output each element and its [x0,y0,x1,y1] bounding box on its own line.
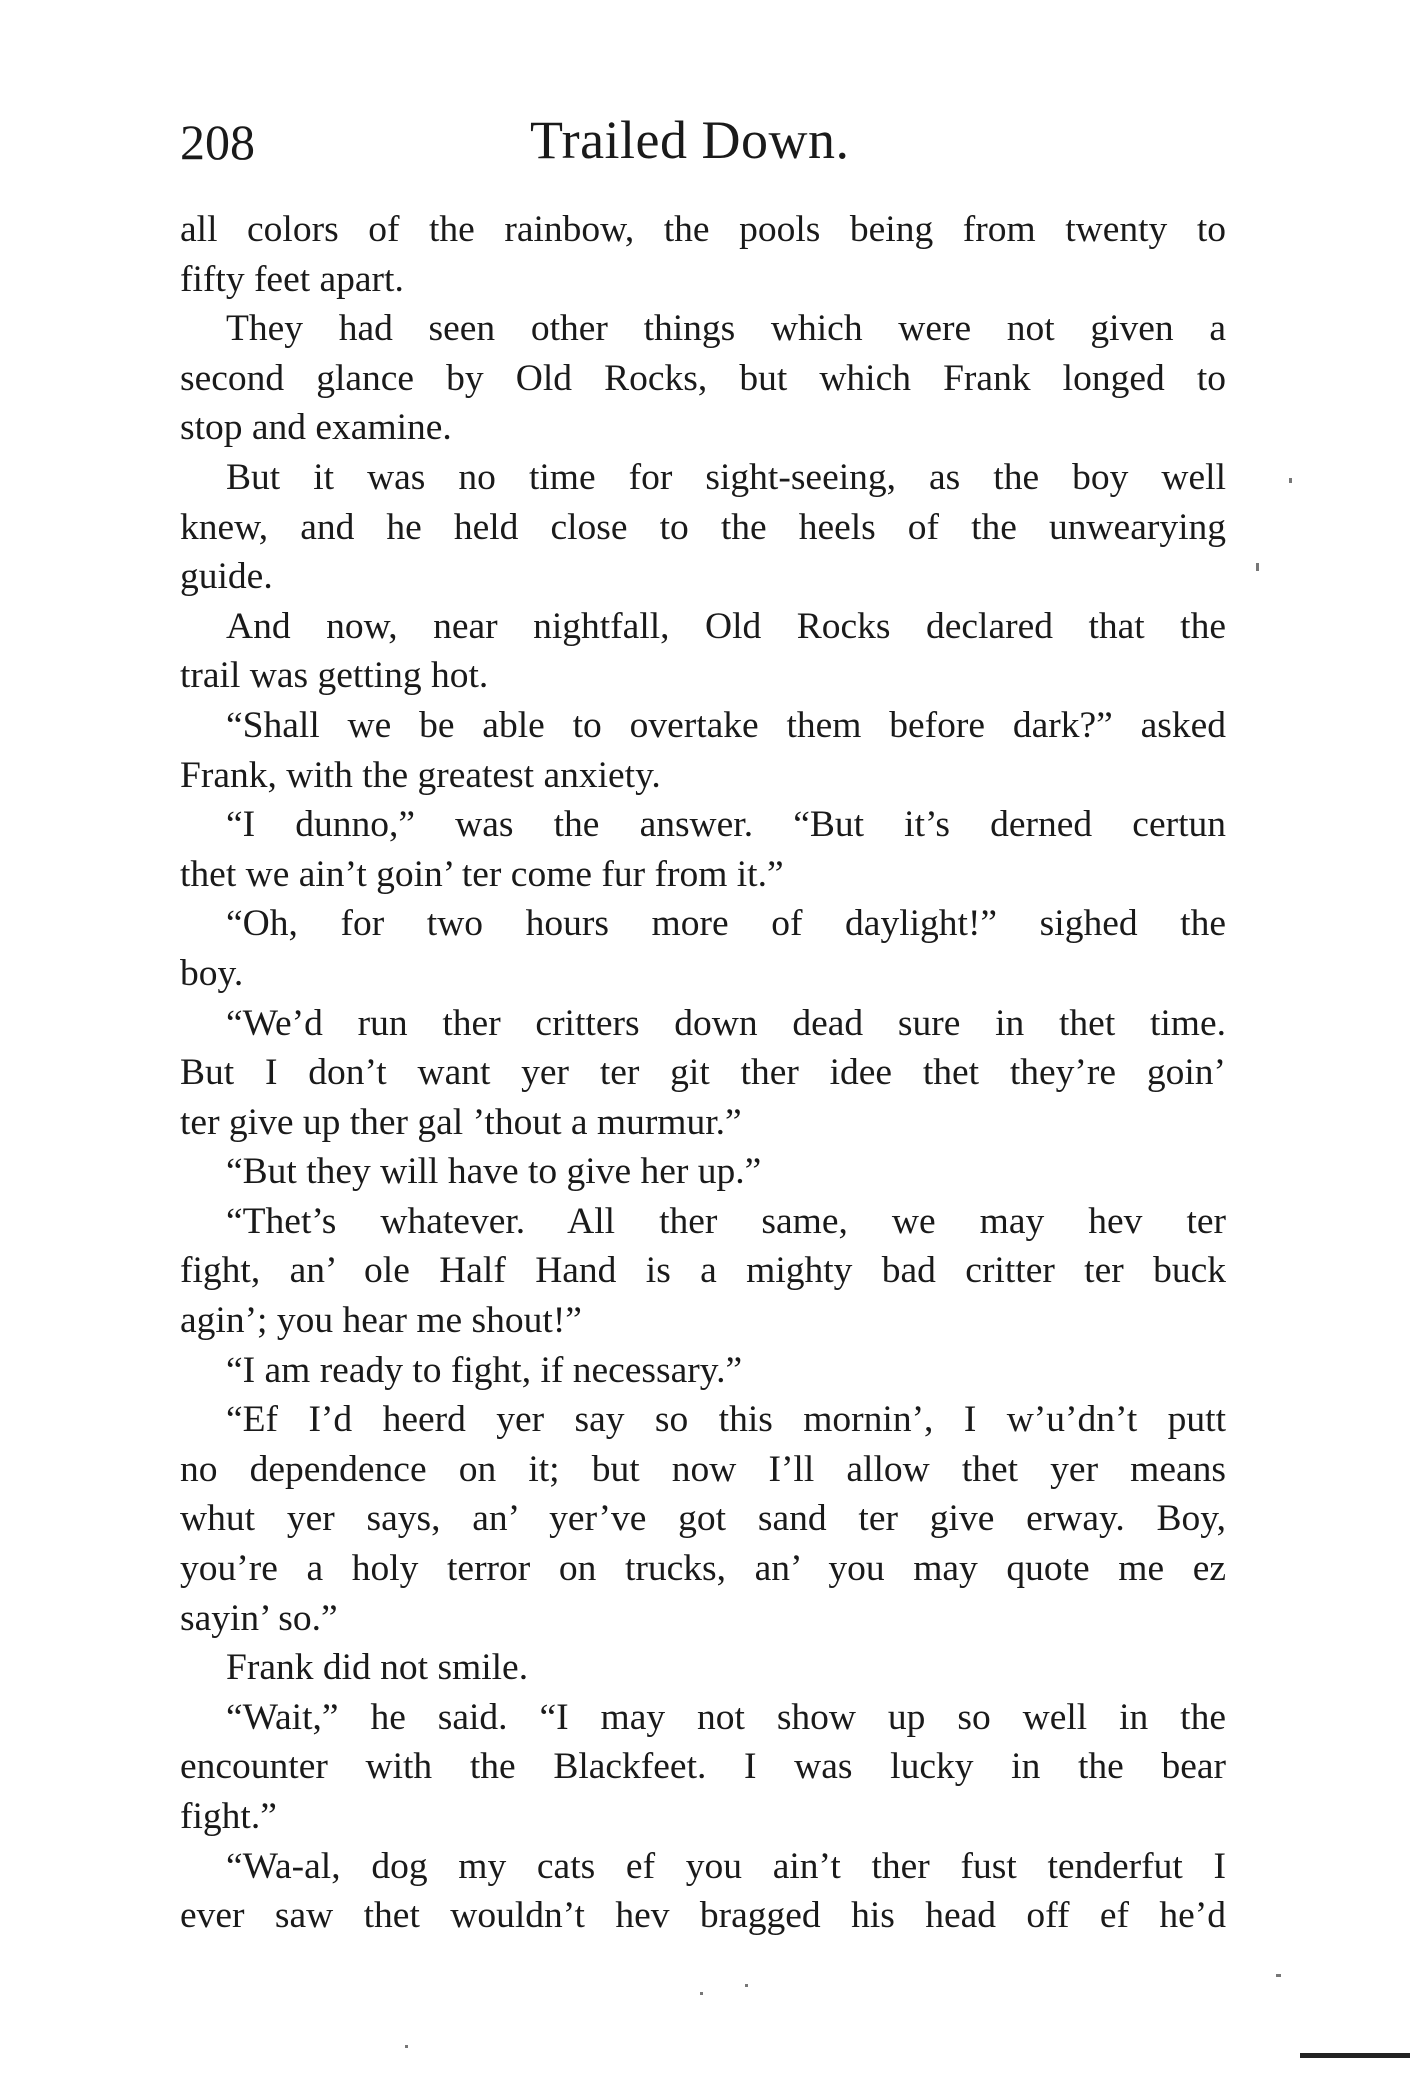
text-line: “I am ready to fight, if necessary.” [226,1349,743,1391]
text-line: ter give up ther gal ’thout a murmur.” [180,1101,742,1143]
text-line: no dependence on it; but now I’ll allow thet yer means [180,1448,1226,1490]
text-line: encounter with the Blackfeet. I was lucky in the bear [180,1746,1226,1788]
text-line: agin’; you hear me shout!” [180,1300,582,1342]
text-line: “Wait,” he said. “I may not show up so well in the [226,1696,1226,1738]
text-line: fifty feet apart. [180,258,404,300]
text-line: “We’d run ther critters down dead sure in thet time. [226,1002,1226,1044]
stray-mark [700,1992,703,1995]
text-line: Frank did not smile. [226,1647,529,1689]
text-line: second glance by Old Rocks, but which Frank longed to [180,357,1226,399]
text-line: But I don’t want yer ter git ther idee thet they’re goin’ [180,1052,1226,1094]
text-line: “Shall we be able to overtake them before dark?” asked [226,704,1226,746]
text-line: They had seen other things which were not given a [226,308,1226,350]
text-line: guide. [180,556,273,598]
stray-mark [1256,563,1259,571]
body-text [180,205,1226,1941]
text-line: ever saw thet wouldn’t hev bragged his head off ef he’d [180,1895,1226,1937]
text-line: Frank, with the greatest anxiety. [180,754,661,796]
text-line: fight.” [180,1796,277,1837]
text-line: fight, an’ ole Half Hand is a mighty bad critter ter buck [180,1250,1226,1292]
text-line: you’re a holy terror on trucks, an’ you may quote me ez [180,1548,1226,1590]
stray-mark [405,2045,408,2048]
text-line: “But they will have to give her up.” [226,1151,762,1193]
edge-rule [1300,2053,1410,2058]
stray-mark [1276,1974,1281,1977]
text-line: thet we ain’t goin’ ter come fur from it.” [180,853,784,895]
text-line: “Ef I’d heerd yer say so this mornin’, I w’u’dn’t putt [226,1399,1226,1441]
running-title: Trailed Down. [530,110,850,170]
page-header [180,108,1230,178]
text-line: “Wa-al, dog my cats ef you ain’t ther fust tenderfut I [226,1845,1226,1887]
text-line: knew, and he held close to the heels of the unwearying [180,506,1226,548]
text-line: “I dunno,” was the answer. “But it’s derned certun [226,804,1226,846]
text-line: “Oh, for two hours more of daylight!” sighed the [226,903,1226,945]
page-number: 208 [180,114,255,170]
stray-mark [1289,478,1292,483]
stray-mark [745,1984,748,1987]
text-line: stop and examine. [180,407,452,449]
text-line: sayin’ so.” [180,1597,338,1639]
text-line: And now, near nightfall, Old Rocks declared that the [226,605,1226,647]
text-line: trail was getting hot. [180,655,489,697]
text-line: But it was no time for sight-seeing, as the boy well [226,456,1226,498]
text-line: whut yer says, an’ yer’ve got sand ter give erway. Boy, [180,1498,1226,1540]
text-line: “Thet’s whatever. All ther same, we may hev ter [226,1200,1226,1242]
text-line: all colors of the rainbow, the pools being from twenty to [180,209,1226,250]
text-line: boy. [180,952,244,994]
